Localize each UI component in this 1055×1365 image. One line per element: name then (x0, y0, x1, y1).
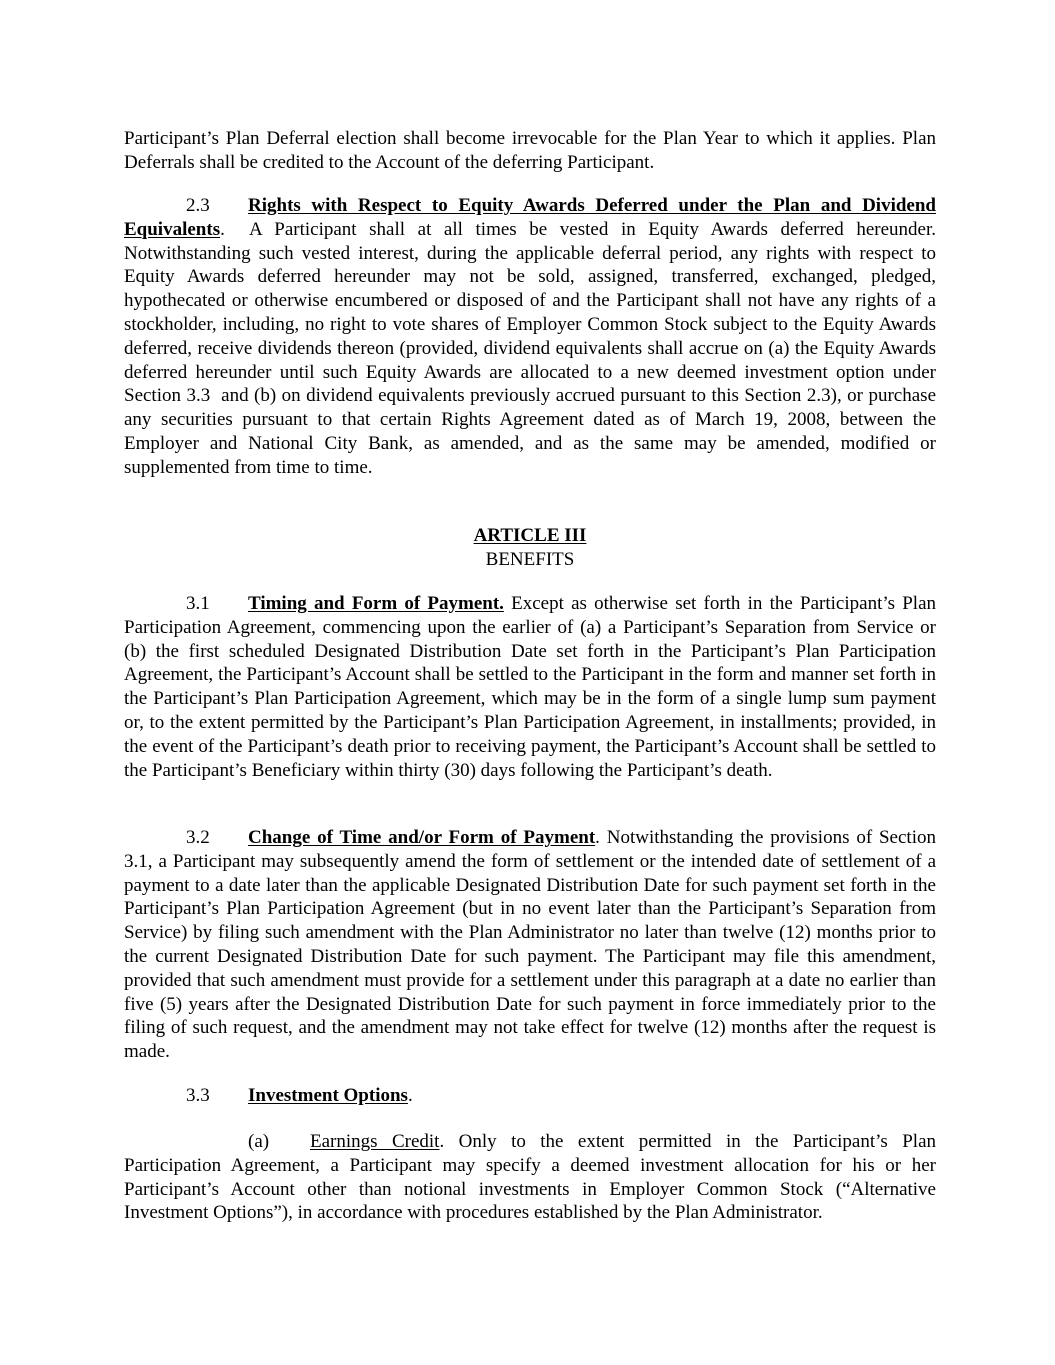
section-number: 3.3 (186, 1085, 210, 1106)
heading-punctuation: . (407, 1085, 413, 1106)
section-number: 3.1 (186, 593, 210, 614)
intro-text: Participant’s Plan Deferral election shall become irrevocable for the Plan Year to which it applies. Plan Deferrals shall be credited to the Account of the deferring Participant. (124, 128, 936, 173)
subsection-heading: Earnings Credit (310, 1131, 440, 1152)
section-number: 3.2 (186, 827, 210, 848)
section-body: Except as otherwise set forth in the Participant’s Plan Participation Agreement, commencing upon the earlier of (a) a Participant’s Separation from Service or (b) the first scheduled Designated Distribution Date set forth in the Participant’s Plan Participation Agreement, the Participant’s Account shall be settled to the Participant in the form and manner set forth in the Participant’s Plan Participation Agreement, which may be in the form of a single lump sum payment or, to the extent permitted by the Participant’s Plan Participation Agreement, in installments; provided, in the event of the Participant’s death prior to receiving payment, the Participant’s Account shall be settled to the Participant’s Beneficiary within thirty (30) days following the Participant’s death. (124, 593, 936, 781)
section-number: 2.3 (186, 195, 210, 216)
article-title: ARTICLE III (473, 525, 587, 546)
section-heading: Change of Time and/or Form of Payment (248, 827, 596, 848)
article-heading (124, 524, 936, 572)
section-heading: Timing and Form of Payment. (248, 593, 504, 614)
section-heading: Rights with Respect to Equity Awards Deferred under the Plan and Dividend Equivalents (124, 195, 936, 240)
section-3-1 (124, 592, 936, 782)
section-heading: Investment Options (248, 1085, 408, 1106)
heading-punctuation: . (220, 218, 225, 240)
section-body: . Notwithstanding the provisions of Section 3.1, a Participant may subsequently amend the form of settlement or the intended date of settlement of a payment to a date later than the applicable Designated Distribution Date for such payment set forth in the Participant’s Plan Participation Agreement (but in no event later than the Participant’s Separation from Service) by filing such amendment with the Plan Administrator no later than twelve (12) months prior to the current Designated Distribution Date for such payment. The Participant may file this amendment, provided that such amendment must provide for a settlement under this paragraph at a date no earlier than five (5) years after the Designated Distribution Date for such payment in force immediately prior to the filing of such request, and the amendment may not take effect for twelve (12) months after the request is made. (124, 827, 936, 1063)
section-3-2 (124, 826, 936, 1064)
section-body: A Participant shall at all times be vested in Equity Awards deferred hereunder. Notwithstanding such vested interest, during the applicable deferral period, any rights with respect to Equity Awards deferred hereunder may not be sold, assigned, transferred, exchanged, pledged, hypothecated or otherwise encumbered or disposed of and the Participant shall not have any rights of a stockholder, including, no right to vote shares of Employer Common Stock subject to the Equity Awards deferred, receive dividends thereon (provided, dividend equivalents shall accrue on (a) the Equity Awards deferred hereunder until such Equity Awards are allocated to a new deemed investment option under Section 3.3 and (b) on dividend equivalents previously accrued pursuant to this Section 2.3), or purchase any securities pursuant to that certain Rights Agreement dated as of March 19, 2008, between the Employer and National City Bank, as amended, and as the same may be amended, modified or supplemented from time to time. (124, 218, 941, 478)
section-2-3 (124, 194, 941, 480)
intro-paragraph (124, 127, 936, 175)
subsection-body: . Only to the extent permitted in the Participant’s Plan Participation Agreement, a Participant may specify a deemed investment allocation for his or her Participant’s Account other than notional investments in Employer Common Stock (“Alternative Investment Options”), in accordance with procedures established by the Plan Administrator. (124, 1131, 937, 1224)
subsection-number: (a) (248, 1131, 270, 1152)
section-3-3 (124, 1084, 936, 1108)
article-subtitle: BENEFITS (485, 548, 575, 570)
section-3-3-a (124, 1130, 936, 1225)
